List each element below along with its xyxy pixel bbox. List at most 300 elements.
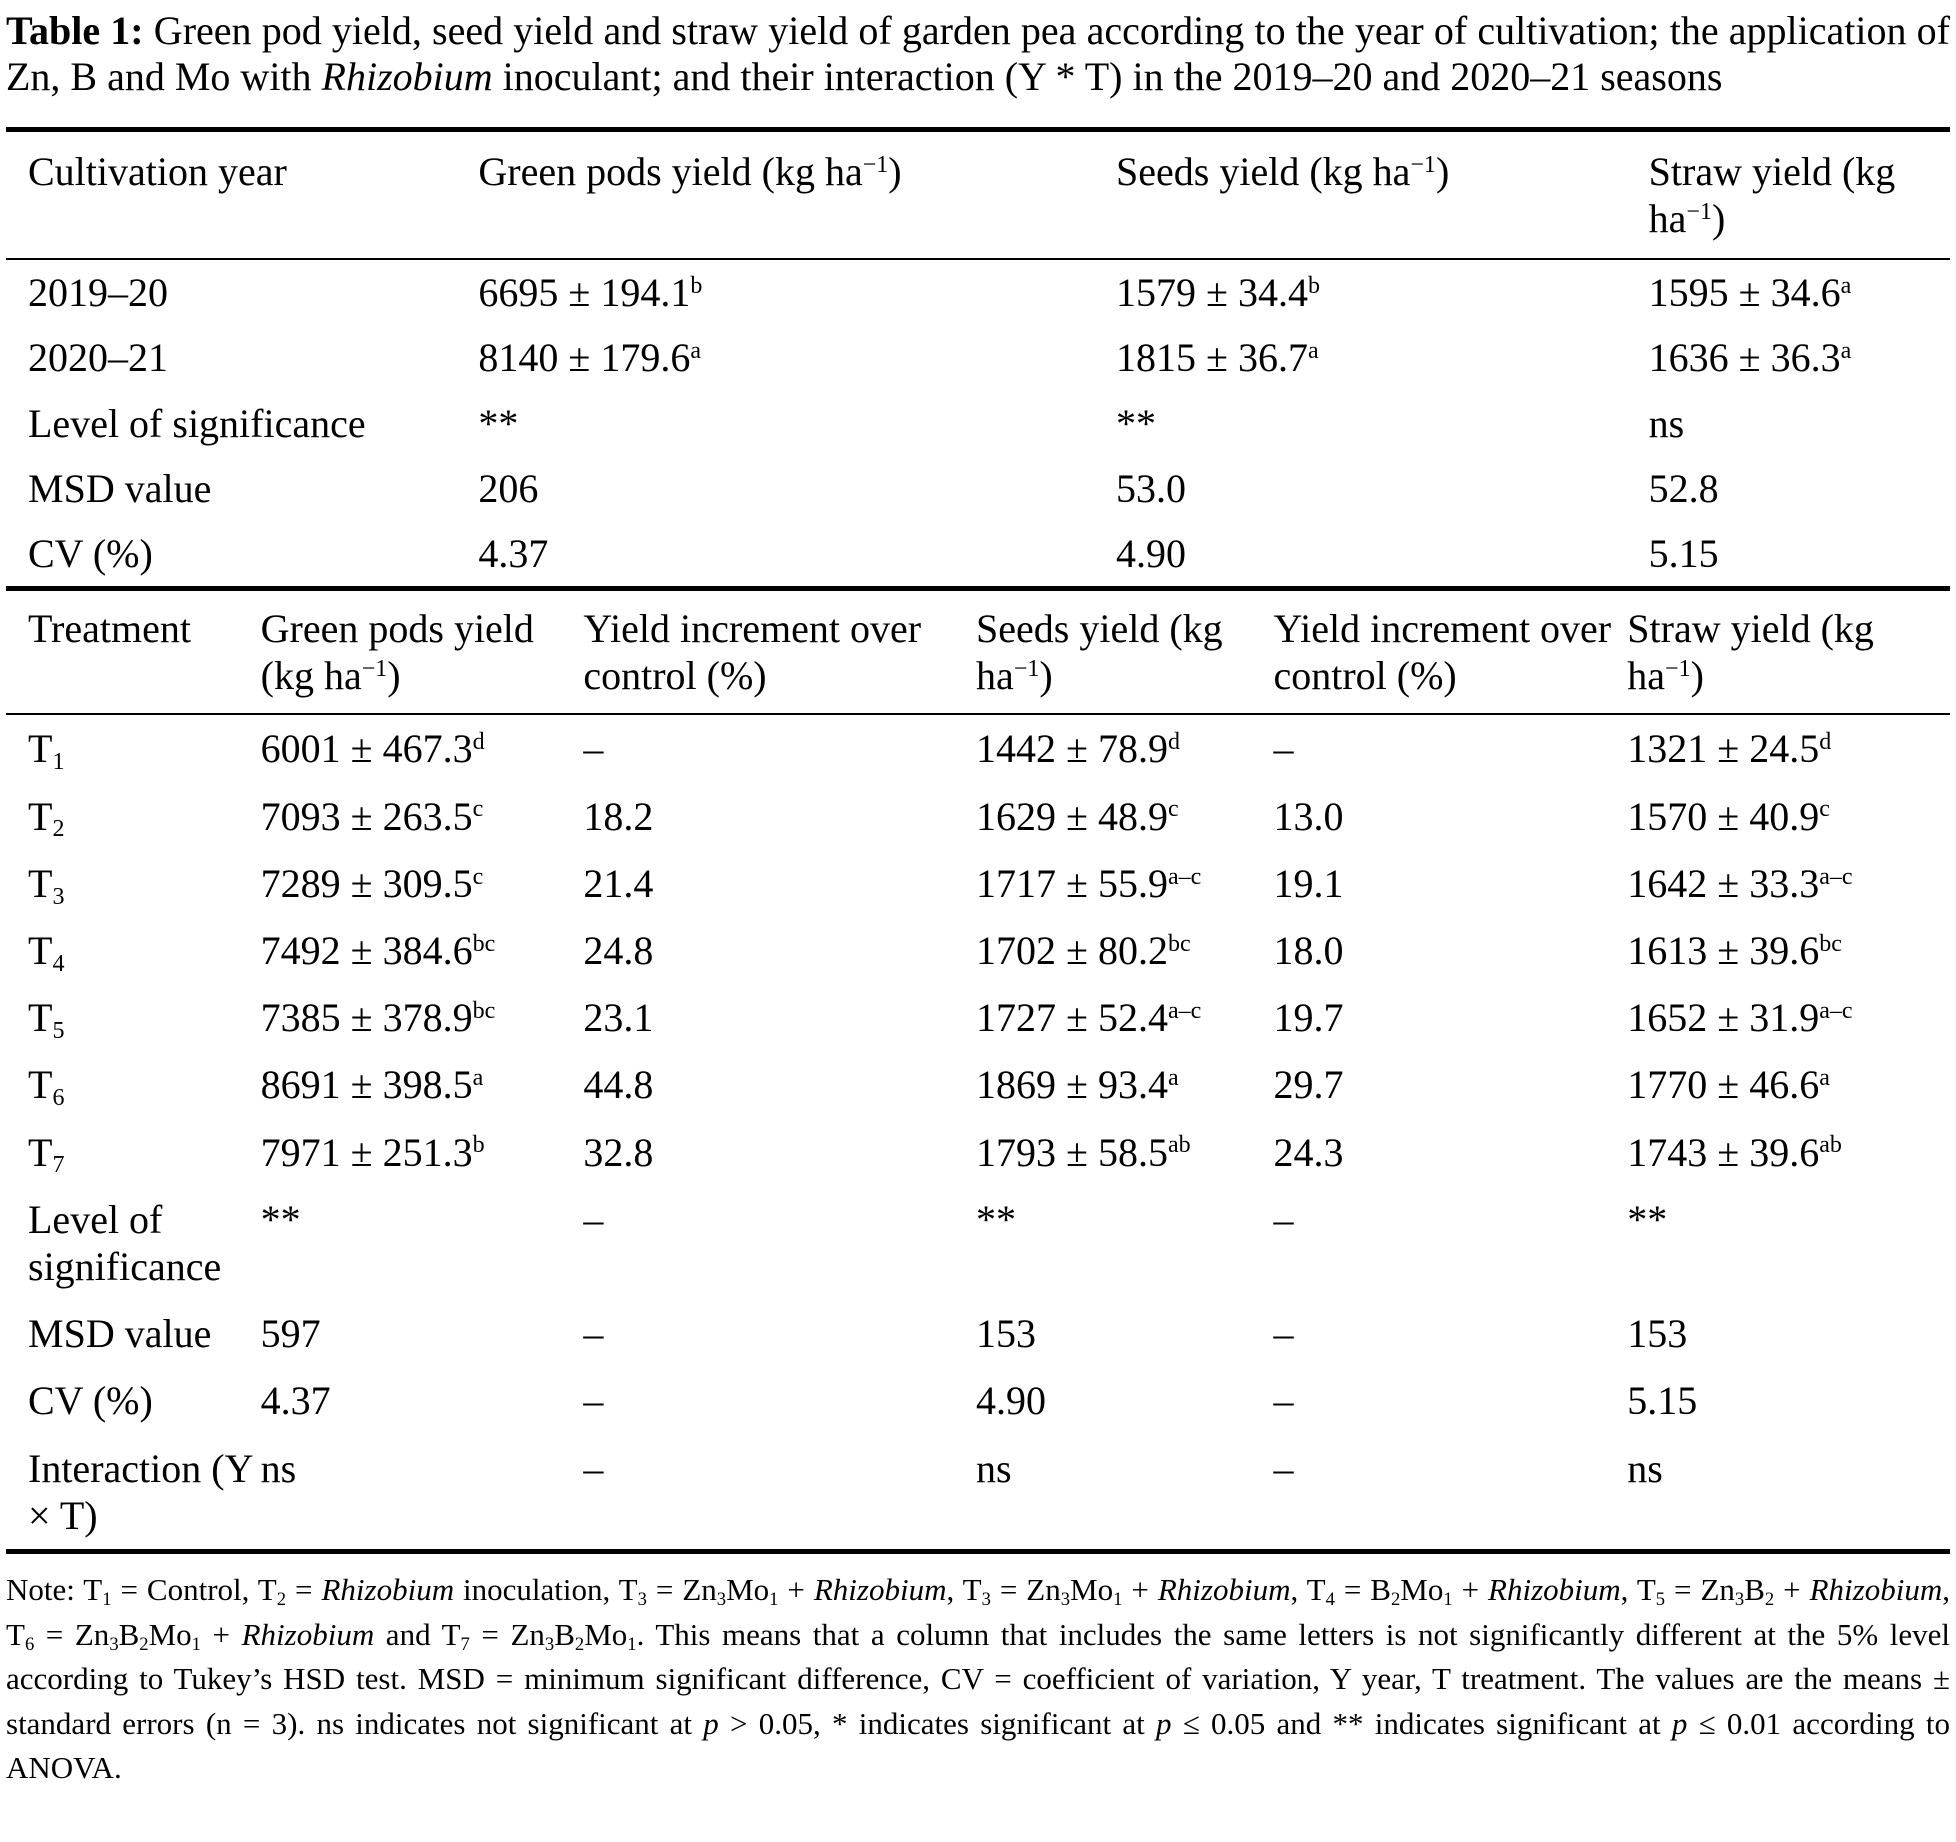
treatment-table — [6, 591, 1950, 1554]
data-cell — [1627, 1186, 1950, 1300]
data-cell — [976, 1119, 1273, 1186]
data-cell — [1116, 259, 1649, 325]
header-text: Green pods yield (kg ha — [260, 606, 534, 699]
data-cell — [1116, 391, 1649, 456]
row-label — [6, 783, 261, 850]
row-label-subscript: 3 — [52, 883, 65, 910]
footnote-segment: B — [1744, 1571, 1765, 1607]
cell-superscript: bc — [472, 998, 496, 1025]
footnote-subscript: 2 — [276, 1589, 287, 1611]
cell-value: 1642 ± 33.3 — [1627, 860, 1820, 906]
data-cell — [1273, 984, 1627, 1051]
cell-value: – — [1273, 1311, 1294, 1357]
footnote-segment: Note: T — [6, 1571, 103, 1607]
footnote-segment: , T — [946, 1571, 982, 1607]
data-cell — [261, 1435, 584, 1552]
cell-superscript: a — [1840, 338, 1852, 365]
cell-value: 1636 ± 36.3 — [1648, 335, 1841, 381]
cell-superscript: bc — [1819, 930, 1842, 957]
row-label — [6, 456, 478, 521]
cell-value: ns — [1648, 400, 1685, 446]
cell-value: – — [1273, 726, 1294, 772]
data-cell — [1627, 984, 1950, 1051]
row-label — [6, 521, 478, 589]
cell-value: 5.15 — [1648, 530, 1719, 576]
data-cell — [976, 1367, 1273, 1434]
table-caption — [6, 8, 1950, 101]
cell-superscript: ab — [1819, 1132, 1842, 1159]
footnote-segment: > 0.05, * indicates significant at — [718, 1705, 1156, 1741]
header-superscript: −1 — [1013, 656, 1040, 683]
data-cell — [1627, 1119, 1950, 1186]
cell-value: ** — [1116, 400, 1157, 446]
caption-segment: inoculant; and their interaction (Y * T) in the 2019–20 and 2020–21 seasons — [492, 54, 1723, 100]
header-text: Yield increment over control (%) — [583, 606, 922, 699]
data-cell — [976, 1300, 1273, 1367]
cell-superscript: d — [1168, 729, 1180, 756]
cell-value: – — [1273, 1445, 1294, 1491]
footnote-segment: . This means that a column that includes the same letters is not significantly different at the 5% level according to Tukey’s HSD test. MSD = minimum significant difference, CV = coefficient of variation, Y year, T treatment. The values are the means ± standard errors (n = 3). ns indicates not significant at — [6, 1616, 1951, 1741]
row-label-subscript: 1 — [52, 749, 65, 776]
cell-value: – — [583, 1196, 604, 1242]
footnote-subscript: 1 — [191, 1633, 201, 1655]
data-cell — [261, 1051, 584, 1118]
data-cell — [261, 783, 584, 850]
column-header — [1649, 129, 1950, 259]
row-label-segment: T — [28, 726, 53, 772]
cell-value: 1629 ± 48.9 — [976, 793, 1168, 839]
footnote-segment: B — [118, 1616, 140, 1652]
footnote-segment: , T — [6, 1571, 1950, 1652]
cell-value: ** — [478, 400, 519, 446]
data-cell — [583, 917, 976, 984]
cell-superscript: bc — [1168, 930, 1191, 957]
data-cell — [261, 714, 584, 782]
row-label-segment: T — [28, 793, 53, 839]
table-row — [6, 917, 1950, 984]
data-cell — [478, 456, 1116, 521]
data-cell — [583, 1186, 976, 1300]
cell-superscript: d — [1819, 729, 1832, 756]
data-cell — [478, 325, 1116, 390]
header-text: Treatment — [28, 606, 191, 652]
footnote-subscript: 6 — [24, 1633, 35, 1655]
header-text: ) — [1435, 148, 1450, 194]
row-label-segment: Interaction (Y × T) — [28, 1445, 252, 1538]
year-summary-header — [6, 129, 1950, 259]
footnote-subscript: 1 — [627, 1633, 637, 1655]
data-cell — [976, 1435, 1273, 1552]
cell-value: 7971 ± 251.3 — [260, 1129, 473, 1175]
cell-value: 4.90 — [976, 1378, 1047, 1424]
cell-superscript: a — [690, 338, 701, 365]
header-text: Seeds yield (kg ha — [1116, 148, 1411, 194]
data-cell — [1116, 521, 1649, 589]
cell-value: 6001 ± 467.3 — [260, 726, 473, 772]
row-label — [6, 714, 261, 782]
footnote-segment: Mo — [584, 1616, 628, 1652]
table-row — [6, 1051, 1950, 1118]
row-label — [6, 1300, 261, 1367]
row-label — [6, 1367, 261, 1434]
cell-value: 21.4 — [583, 860, 654, 906]
footnote-segment: = Control, T — [111, 1571, 277, 1607]
table-footnote — [6, 1568, 1950, 1791]
footnote-segment: = — [286, 1571, 322, 1607]
data-cell — [1273, 783, 1627, 850]
header-text: Seeds yield (kg ha — [976, 606, 1223, 699]
data-cell — [976, 714, 1273, 782]
footnote-segment: ≤ 0.05 and ** indicates significant at — [1171, 1705, 1672, 1741]
column-header — [1116, 129, 1649, 259]
caption-segment: Table 1: — [6, 8, 144, 53]
row-label-segment: 2019–20 — [28, 270, 168, 316]
footnote-segment: + — [200, 1616, 242, 1652]
data-cell — [583, 783, 976, 850]
cell-value: 6695 ± 194.1 — [478, 270, 691, 316]
footnote-segment: = Zn — [1665, 1571, 1735, 1607]
footnote-segment: + — [1452, 1571, 1489, 1607]
data-cell — [1627, 1435, 1950, 1552]
footnote-segment: and T — [374, 1616, 461, 1652]
caption-segment: Rhizobium — [321, 54, 493, 100]
table-row — [6, 391, 1950, 456]
cell-superscript: a — [1840, 272, 1852, 299]
footnote-subscript: 1 — [1443, 1589, 1453, 1611]
cell-value: 19.1 — [1273, 860, 1344, 906]
header-text: Green pods yield (kg ha — [478, 148, 863, 194]
column-header — [1273, 591, 1627, 714]
data-cell — [1273, 1186, 1627, 1300]
footnote-segment: Mo — [1070, 1571, 1114, 1607]
cell-value: 53.0 — [1116, 465, 1187, 511]
data-cell — [261, 1300, 584, 1367]
cell-value: 1652 ± 31.9 — [1627, 995, 1820, 1041]
data-cell — [1649, 325, 1950, 390]
data-cell — [1627, 917, 1950, 984]
cell-value: 52.8 — [1648, 465, 1719, 511]
cell-superscript: a — [1307, 338, 1319, 365]
row-label-segment: Level of significance — [28, 1196, 222, 1289]
header-superscript: −1 — [361, 656, 388, 683]
footnote-subscript: 2 — [1764, 1589, 1775, 1611]
cell-superscript: a–c — [1168, 998, 1202, 1025]
footnote-subscript: 4 — [1325, 1589, 1335, 1611]
row-label-segment: MSD value — [28, 465, 212, 511]
data-cell — [1627, 714, 1950, 782]
footnote-subscript: 7 — [460, 1633, 470, 1655]
footnote-segment: Rhizobium — [321, 1571, 455, 1607]
cell-value: 7492 ± 384.6 — [260, 928, 473, 974]
year-summary-body — [6, 259, 1950, 588]
row-label-segment: CV (%) — [28, 530, 153, 576]
footnote-segment: , T — [1290, 1571, 1326, 1607]
cell-value: 7093 ± 263.5 — [260, 793, 473, 839]
cell-value: 1793 ± 58.5 — [976, 1129, 1168, 1175]
row-label-subscript: 5 — [52, 1017, 65, 1044]
column-header — [6, 591, 261, 714]
cell-value: 5.15 — [1627, 1378, 1698, 1424]
column-header — [6, 129, 478, 259]
row-label-segment: 2020–21 — [28, 335, 168, 381]
cell-value: ** — [976, 1196, 1017, 1242]
footnote-segment: Mo — [726, 1571, 770, 1607]
footnote-segment: = Zn — [646, 1571, 717, 1607]
data-cell — [583, 850, 976, 917]
header-text: ) — [888, 148, 902, 194]
cell-superscript: c — [472, 796, 484, 823]
cell-superscript: b — [472, 1132, 485, 1159]
data-cell — [1273, 1119, 1627, 1186]
treatment-body — [6, 714, 1950, 1551]
header-text: ) — [1690, 653, 1704, 699]
data-cell — [261, 1367, 584, 1434]
cell-superscript: c — [1819, 796, 1830, 823]
data-cell — [583, 1119, 976, 1186]
cell-value: 1770 ± 46.6 — [1627, 1062, 1820, 1108]
cell-value: 1595 ± 34.6 — [1648, 270, 1841, 316]
cell-value: ns — [976, 1445, 1012, 1491]
cell-value: ns — [260, 1445, 297, 1491]
footnote-segment: = B — [1334, 1571, 1391, 1607]
row-label-segment: Level of significance — [28, 400, 366, 446]
footnote-subscript: 3 — [1060, 1589, 1071, 1611]
cell-value: 4.90 — [1116, 530, 1187, 576]
data-cell — [976, 917, 1273, 984]
data-cell — [478, 521, 1116, 589]
cell-value: 597 — [260, 1311, 321, 1357]
cell-value: 206 — [478, 465, 539, 511]
header-text: Straw yield (kg ha — [1648, 148, 1896, 241]
data-cell — [1627, 1051, 1950, 1118]
cell-value: – — [583, 1378, 604, 1424]
row-label-subscript: 7 — [52, 1152, 65, 1179]
footnote-subscript: 1 — [102, 1589, 112, 1611]
cell-superscript: a–c — [1819, 998, 1853, 1025]
footnote-subscript: 3 — [109, 1633, 119, 1655]
data-cell — [1273, 850, 1627, 917]
cell-superscript: b — [1307, 272, 1320, 299]
row-label — [6, 1051, 261, 1118]
row-label — [6, 917, 261, 984]
footnote-segment: p — [1155, 1705, 1172, 1741]
cell-value: – — [1273, 1378, 1294, 1424]
cell-value: 153 — [976, 1311, 1037, 1357]
data-cell — [1627, 1300, 1950, 1367]
footnote-subscript: 3 — [981, 1589, 991, 1611]
cell-value: ** — [260, 1196, 301, 1242]
table-row — [6, 1435, 1950, 1552]
data-cell — [1273, 1051, 1627, 1118]
header-row — [6, 591, 1950, 714]
footnote-segment: Mo — [148, 1616, 192, 1652]
row-label-segment: CV (%) — [28, 1378, 153, 1424]
data-cell — [1649, 521, 1950, 589]
data-cell — [1273, 1300, 1627, 1367]
cell-value: 4.37 — [478, 530, 549, 576]
header-superscript: −1 — [1665, 656, 1691, 683]
data-cell — [261, 917, 584, 984]
caption-segment: Green pod yield, seed yield and straw yield of garden pea according to the year of cultivation; the application of Zn, B and Mo with — [6, 8, 1950, 100]
row-label-subscript: 2 — [52, 816, 65, 843]
data-cell — [583, 1367, 976, 1434]
cell-value: 1570 ± 40.9 — [1627, 793, 1820, 839]
footnote-segment: inoculation, T — [454, 1571, 638, 1607]
table-row — [6, 1367, 1950, 1434]
footnote-segment: Rhizobium — [1809, 1571, 1943, 1607]
cell-value: 18.2 — [583, 793, 654, 839]
data-cell — [1116, 325, 1649, 390]
row-label — [6, 1186, 261, 1300]
data-cell — [583, 1051, 976, 1118]
table-row — [6, 456, 1950, 521]
cell-value: 24.3 — [1273, 1129, 1344, 1175]
cell-superscript: b — [690, 272, 703, 299]
table-row — [6, 521, 1950, 589]
cell-superscript: a — [1819, 1065, 1830, 1092]
header-text: ) — [1711, 195, 1726, 241]
cell-value: 19.7 — [1273, 995, 1344, 1041]
row-label — [6, 984, 261, 1051]
data-cell — [478, 391, 1116, 456]
column-header — [976, 591, 1273, 714]
data-cell — [261, 1186, 584, 1300]
footnote-subscript: 2 — [1390, 1589, 1401, 1611]
row-label-subscript: 6 — [52, 1085, 65, 1112]
data-cell — [976, 1186, 1273, 1300]
footnote-subscript: 3 — [1734, 1589, 1745, 1611]
table-row — [6, 714, 1950, 782]
data-cell — [1627, 1367, 1950, 1434]
cell-value: 23.1 — [583, 995, 654, 1041]
footnote-segment: p — [1671, 1705, 1688, 1741]
row-label-segment: T — [28, 1062, 53, 1108]
row-label-segment: MSD value — [28, 1311, 212, 1357]
column-header — [478, 129, 1116, 259]
header-text: ) — [387, 653, 401, 699]
cell-value: – — [583, 1445, 604, 1491]
column-header — [261, 591, 584, 714]
table-row — [6, 259, 1950, 325]
cell-value: 1442 ± 78.9 — [976, 726, 1168, 772]
cell-value: 8691 ± 398.5 — [260, 1062, 473, 1108]
table-row — [6, 984, 1950, 1051]
cell-value: ns — [1627, 1445, 1663, 1491]
footnote-subscript: 1 — [769, 1589, 779, 1611]
row-label — [6, 1435, 261, 1552]
cell-value: 1743 ± 39.6 — [1627, 1129, 1820, 1175]
cell-value: 13.0 — [1273, 793, 1344, 839]
footnote-segment: Rhizobium — [1157, 1571, 1291, 1607]
data-cell — [261, 850, 584, 917]
row-label — [6, 850, 261, 917]
year-summary-table — [6, 127, 1950, 591]
cell-superscript: a — [472, 1065, 484, 1092]
cell-superscript: c — [1168, 796, 1179, 823]
row-label-segment: T — [28, 995, 53, 1041]
footnote-segment: p — [703, 1705, 719, 1741]
cell-value: ** — [1627, 1196, 1668, 1242]
data-cell — [583, 1300, 976, 1367]
cell-value: 29.7 — [1273, 1062, 1344, 1108]
footnote-segment: Rhizobium — [241, 1616, 375, 1652]
cell-value: 8140 ± 179.6 — [478, 335, 691, 381]
cell-value: 153 — [1627, 1311, 1688, 1357]
header-superscript: −1 — [1686, 198, 1712, 225]
cell-value: 24.8 — [583, 928, 654, 974]
data-cell — [1627, 850, 1950, 917]
table-row — [6, 325, 1950, 390]
header-row — [6, 129, 1950, 259]
footnote-segment: = Zn — [34, 1616, 110, 1652]
data-cell — [1116, 456, 1649, 521]
header-text: Cultivation year — [28, 148, 287, 194]
cell-value: 44.8 — [583, 1062, 654, 1108]
footnote-segment: + — [1122, 1571, 1158, 1607]
cell-value: – — [583, 726, 604, 772]
column-header — [583, 591, 976, 714]
footnote-subscript: 3 — [544, 1633, 555, 1655]
row-label — [6, 325, 478, 390]
data-cell — [1273, 1435, 1627, 1552]
data-cell — [976, 984, 1273, 1051]
footnote-segment: ≤ 0.01 according to ANOVA. — [6, 1705, 1951, 1786]
footnote-subscript: 2 — [574, 1633, 585, 1655]
cell-value: 1613 ± 39.6 — [1627, 928, 1820, 974]
footnote-segment: , T — [1620, 1571, 1656, 1607]
cell-superscript: c — [472, 863, 484, 890]
cell-superscript: a–c — [1168, 863, 1202, 890]
data-cell — [1649, 456, 1950, 521]
footnote-segment: = Zn — [990, 1571, 1061, 1607]
data-cell — [976, 1051, 1273, 1118]
cell-value: 1727 ± 52.4 — [976, 995, 1168, 1041]
cell-superscript: a — [1168, 1065, 1179, 1092]
cell-value: – — [583, 1311, 604, 1357]
data-cell — [976, 850, 1273, 917]
data-cell — [1649, 259, 1950, 325]
data-cell — [976, 783, 1273, 850]
row-label-segment: T — [28, 860, 53, 906]
row-label — [6, 1119, 261, 1186]
table-row — [6, 783, 1950, 850]
table-row — [6, 1186, 1950, 1300]
cell-superscript: d — [472, 729, 485, 756]
cell-value: 18.0 — [1273, 928, 1344, 974]
cell-value: 7385 ± 378.9 — [260, 995, 473, 1041]
row-label — [6, 259, 478, 325]
cell-superscript: a–c — [1819, 863, 1853, 890]
header-superscript: −1 — [862, 151, 889, 178]
cell-value: 1869 ± 93.4 — [976, 1062, 1168, 1108]
data-cell — [1627, 783, 1950, 850]
table-row — [6, 1119, 1950, 1186]
row-label-segment: T — [28, 1129, 53, 1175]
cell-value: 32.8 — [583, 1129, 654, 1175]
column-header — [1627, 591, 1950, 714]
cell-value: 4.37 — [260, 1378, 331, 1424]
data-cell — [478, 259, 1116, 325]
footnote-segment: + — [1774, 1571, 1810, 1607]
cell-superscript: ab — [1168, 1132, 1191, 1159]
data-cell — [583, 1435, 976, 1552]
data-cell — [1273, 1367, 1627, 1434]
header-text: Straw yield (kg ha — [1627, 606, 1874, 699]
treatment-header — [6, 591, 1950, 714]
data-cell — [1273, 917, 1627, 984]
table-row — [6, 850, 1950, 917]
header-text: ) — [1039, 653, 1053, 699]
